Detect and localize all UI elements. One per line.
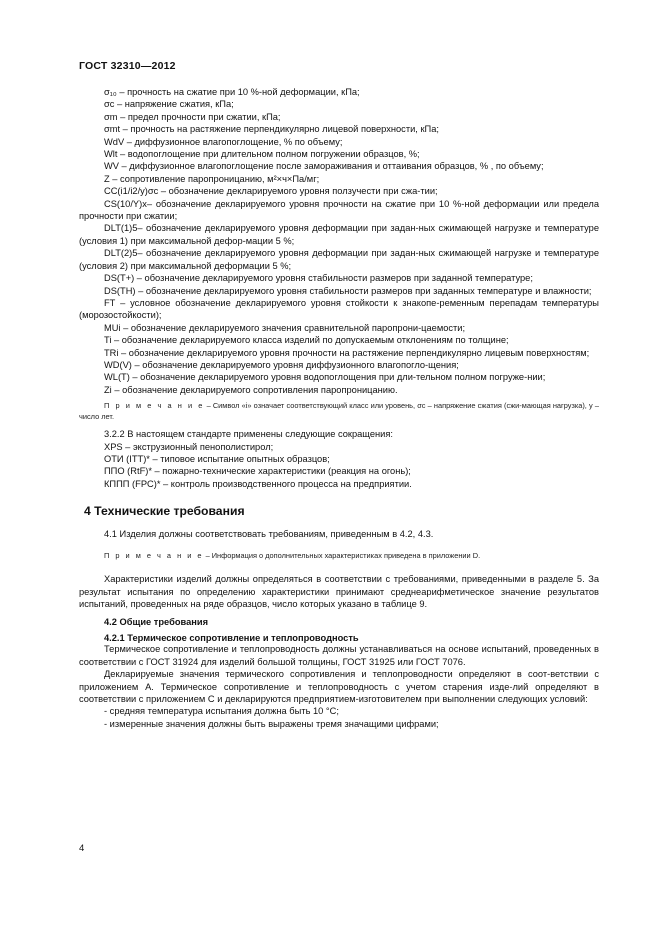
para-4-2-1-a: Термическое сопротивление и теплопроводность должны устанавливаться на основе испытаний, проведенных в соответствии с ГОСТ 31924 для изделий большой толщины, ГОСТ 31925 или ГОСТ 7076. [79,644,599,667]
abbrev-intro: 3.2.2 В настоящем стандарте применены следующие сокращения: [104,429,393,440]
note-1-label: П р и м е ч а н и е [104,401,205,411]
symbol-definition: Z – сопротивление паропроницанию, м²×ч×Па/мг; [104,173,320,184]
condition-list [79,705,599,730]
symbol-definition: WdV – диффузионное влагопоглощение, % по объему; [104,136,343,147]
symbol-list [79,86,599,396]
symbol-definition: σc – напряжение сжатия, кПа; [104,99,234,110]
symbol-definition: MUi – обозначение декларируемого значения сравнительной паропрони-цаемости; [104,322,466,333]
symbol-definition: WV – диффузионное влагопоглощение после замораживания и оттаивания образцов, % , по объему; [104,161,544,172]
symbol-definition: σm – предел прочности при сжатии, кПа; [104,111,281,122]
symbol-definition: FT – условное обозначение декларируемого уровня стойкости к знакопе-ременным перепадам температуры (морозостойкости); [79,297,599,321]
note-2 [79,551,599,562]
abbreviation-item: КППП (FPC)* – контроль производственного процесса на предприятии. [104,478,412,489]
note-1 [79,401,599,422]
symbol-definition: Wlt – водопоглощение при длительном полном погружении образцов, %; [104,149,420,160]
symbol-definition: Ti – обозначение декларируемого класса изделий по допускаемым отклонениям по толщине; [104,335,509,346]
symbol-definition: DLT(1)5– обозначение декларируемого уровня деформации при задан-ных сжимающей нагрузке и температуре (условия 1) при максимальной дефор-мации 5 %; [79,223,599,246]
abbreviation-item: ППО (RtF)* – пожарно-технические характеристики (реакция на огонь); [104,466,411,477]
para-4-1: 4.1 Изделия должны соответствовать требованиям, приведенным в 4.2, 4.3. [104,529,434,540]
section-4-2-1-heading: 4.2.1 Термическое сопротивление и теплопроводность [104,633,359,644]
abbreviation-item: XPS – экструзионный пенополистирол; [104,441,274,452]
abbreviation-item: ОТИ (ITT)* – типовое испытание опытных образцов; [104,453,330,464]
symbol-definition: WL(T) – обозначение декларируемого уровня водопоглощения при дли-тельном полном погруже-нии; [104,372,546,383]
symbol-definition: σmt – прочность на растяжение перпендикулярно лицевой поверхности, кПа; [104,124,439,135]
symbol-definition: CC(i1/i2/y)σc – обозначение декларируемого уровня ползучести при сжа-тии; [104,186,438,197]
section-4-heading: 4 Технические требования [84,504,245,519]
para-characteristics: Характеристики изделий должны определяться в соответствии с требованиями, приведенными в разделе 5. За результат испытания по определению характеристики принимают среднеарифметическое значение результатов испытаний, проведенных на ряде образцов, число которых указано в таблице 9. [79,574,599,609]
symbol-definition: DS(T+) – обозначение декларируемого уровня стабильности размеров при заданной температуре; [104,273,533,284]
condition-item: - измеренные значения должны быть выражены тремя значащими цифрами; [104,718,439,729]
symbol-definition: TRi – обозначение декларируемого уровня прочности на растяжение перпендикулярно лицевым поверхностям; [104,347,590,358]
para-4-2-1-b: Декларируемые значения термического сопротивления и теплопроводности определяют в соот-ветствии с приложением А. Термическое сопротивление и теплопроводность с учетом старения изде-лий определяют в соответствии с приложением С и декларируются предприятием-изготовителем при выполнении следующих условий: [79,669,599,704]
condition-item: - средняя температура испытания должна быть 10 °С; [104,706,339,717]
note-1-text: – Символ «i» означает соответствующий класс или уровень, σc – напряжение сжатия (сжи-мающая нагрузка), y – число лет. [79,401,599,421]
symbol-definition: Zi – обозначение декларируемого сопротивления паропроницанию. [104,384,398,395]
note-2-text: – Информация о дополнительных характеристиках приведена в приложении D. [203,550,481,560]
section-4-2-heading: 4.2 Общие требования [104,617,209,628]
page-number: 4 [79,843,85,854]
symbol-definition: WD(V) – обозначение декларируемого уровня диффузионного влагопогло-щения; [104,359,459,370]
symbol-definition: CS(10/Y)x– обозначение декларируемого уровня прочности на сжатие при 10 %-ной деформации или предела прочности при сжатии; [79,198,599,222]
page-header: ГОСТ 32310—2012 [79,60,176,72]
note-2-label: П р и м е ч а н и е [104,550,204,560]
symbol-definition: σ₁₀ – прочность на сжатие при 10 %-ной деформации, кПа; [104,87,360,97]
symbol-definition: DLT(2)5– обозначение декларируемого уровня деформации при задан-ных сжимающей нагрузке и температуре (условия 2) при максимальной деформации 5 %; [79,248,599,271]
abbrev-list [79,441,599,491]
symbol-definition: DS(TH) – обозначение декларируемого уровня стабильности размеров при заданных температуре и влажности; [104,285,592,296]
